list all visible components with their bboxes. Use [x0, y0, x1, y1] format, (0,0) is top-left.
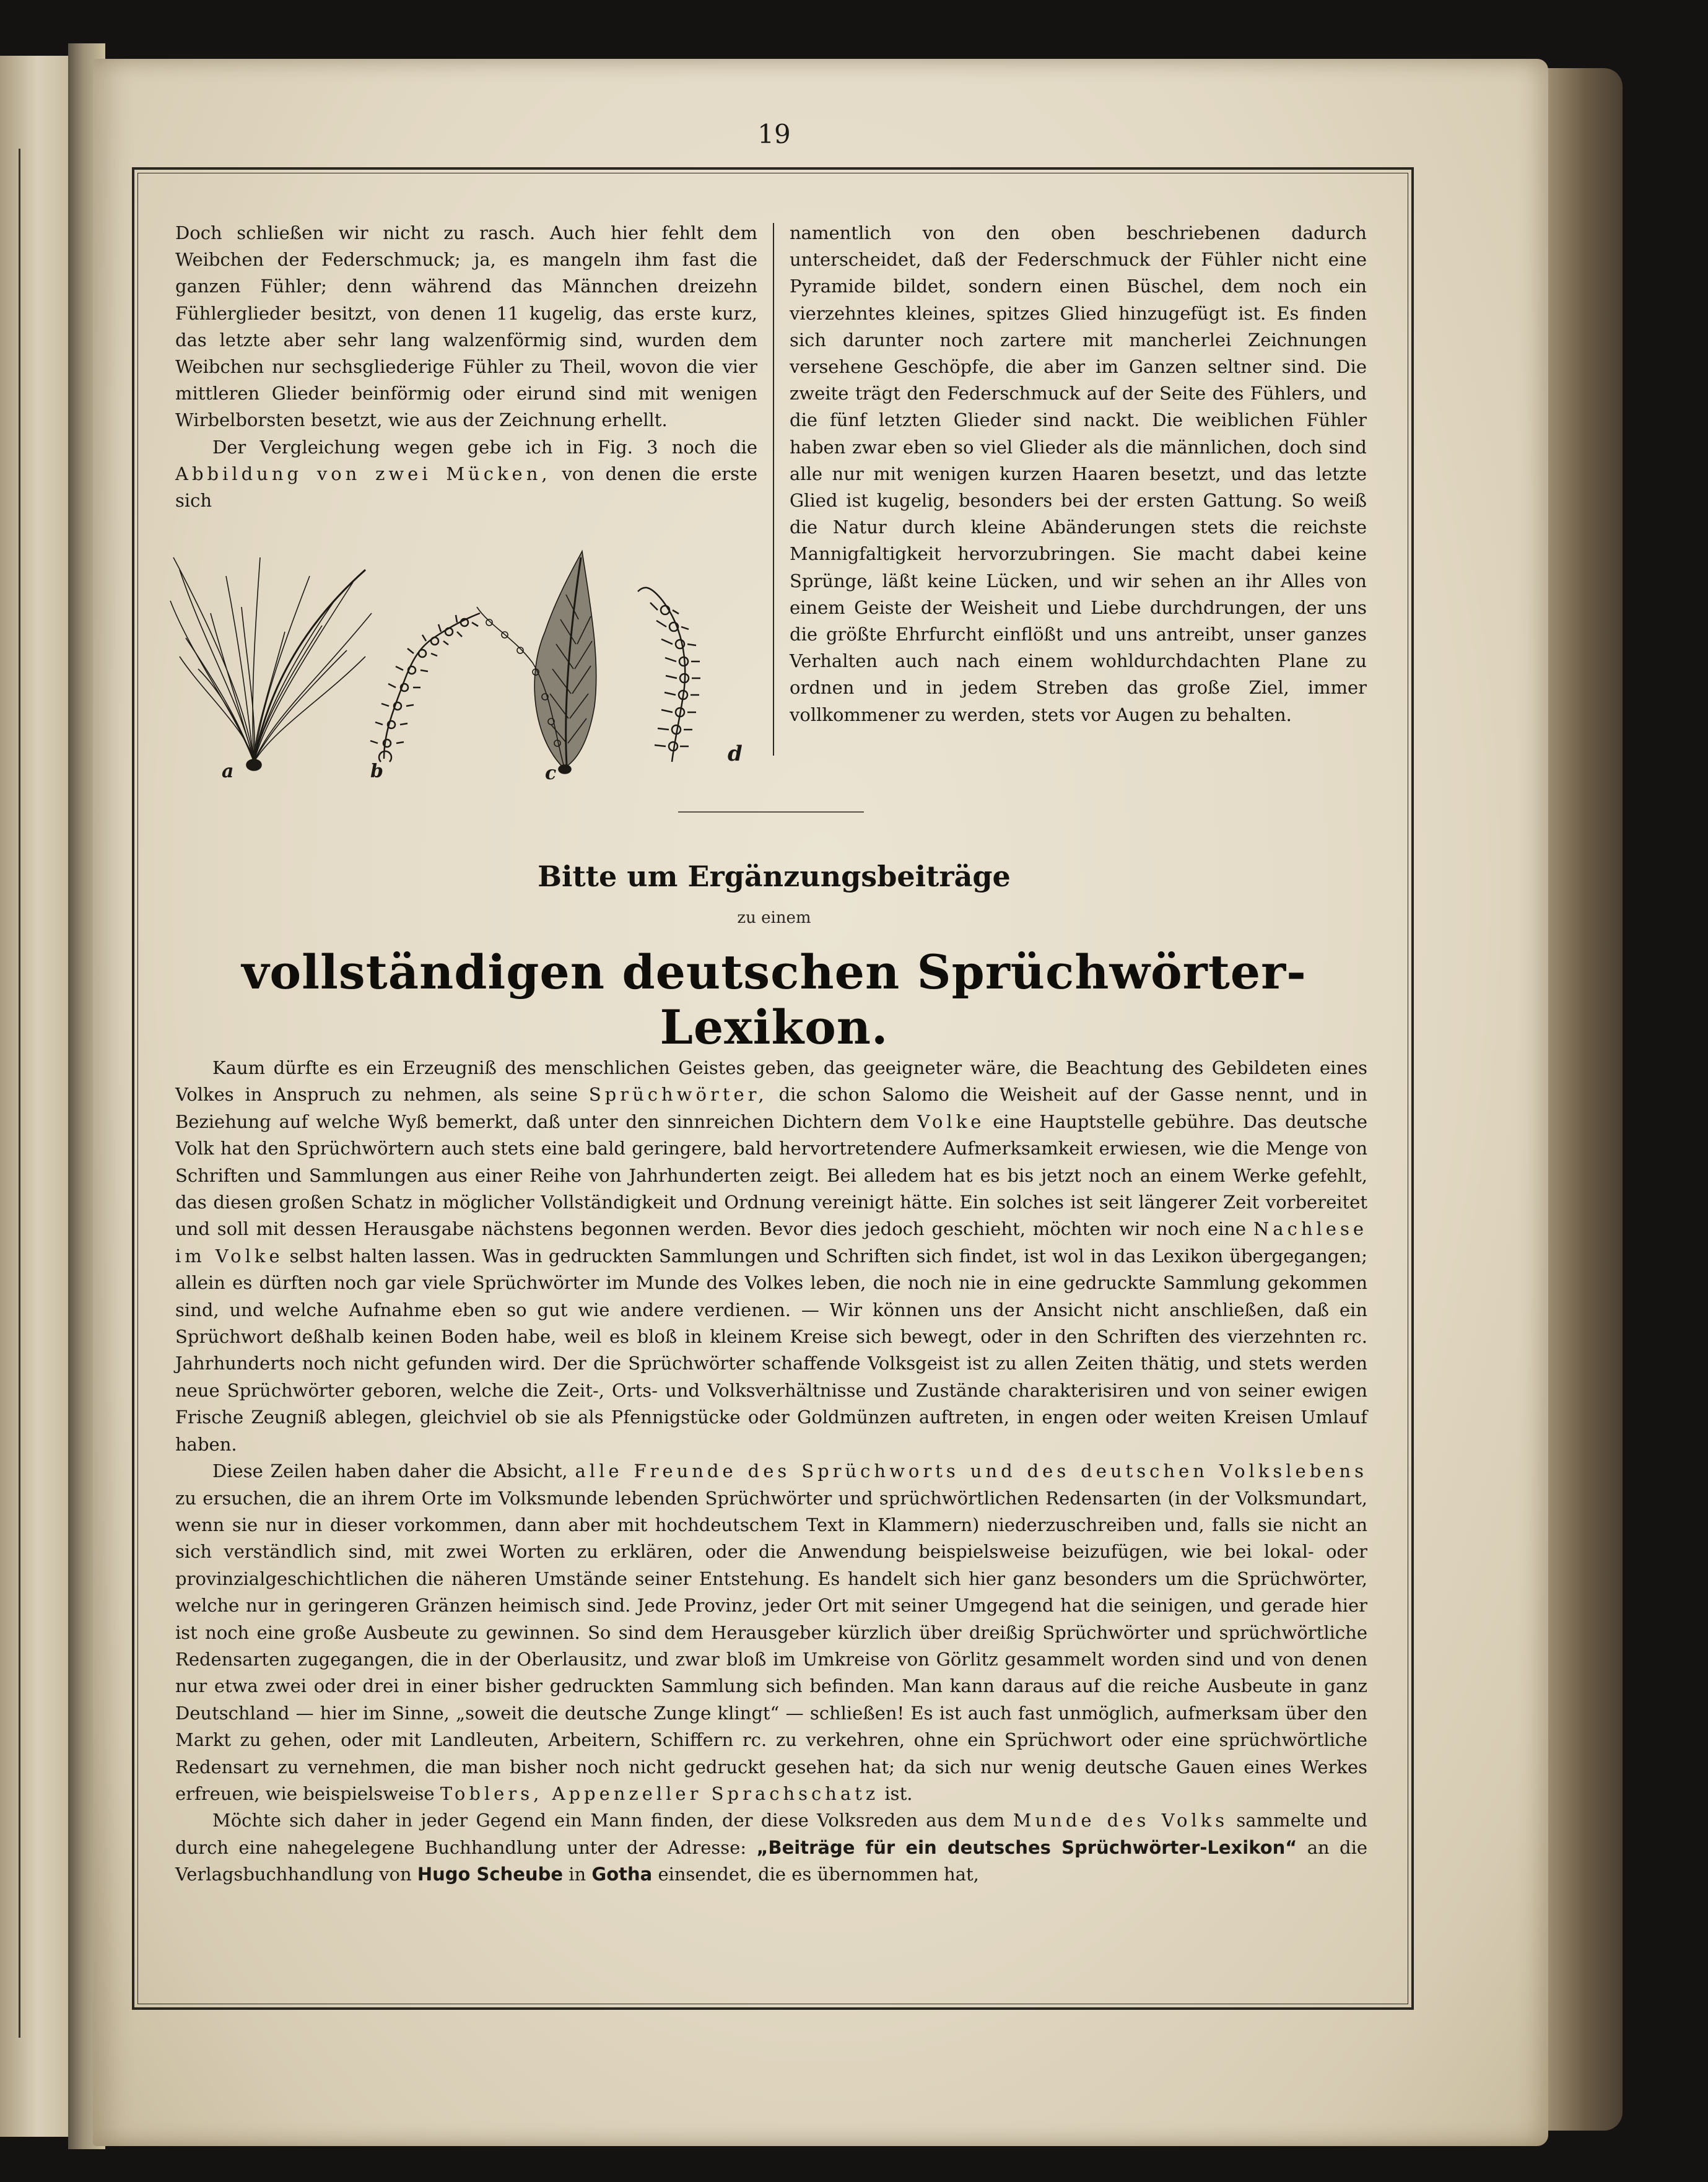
p2-spaced-1: alle Freunde des Sprüchworts und des deutschen Volkslebens: [575, 1460, 1367, 1482]
left-paragraph-2-text: Der Vergleichung wegen gebe ich in Fig. 3 noch die: [212, 436, 757, 458]
antenna-b-drawing: [370, 613, 480, 762]
left-page-rule: [19, 149, 20, 2038]
antennae-figure: [167, 533, 762, 780]
article-heading: Bitte um Ergänzungsbeiträge: [538, 860, 1011, 893]
p2-text-2: zu ersuchen, die an ihrem Orte im Volksmunde lebenden Sprüchwörter und sprüchwörtlichen Redensarten (in der Volksmundart, wenn sie nur in dieser vorkommen, dann aber mit hochdeutschem Text in Klammern) niederzuschreiben und, falls sie nicht an sich verständlich sind, mit zwei Worten zu erklären, oder die Anwendung beispielsweise beizufügen, wie bei lokal- oder provinzialgeschichtlichen die näheren Umstände seiner Entstehung. Es handelt sich hier ganz besonders um die Sprüchwörter, welche nur in geringeren Gränzen heimisch sind. Jede Provinz, jeder Ort mit seiner Umgegend hat die seinigen, und gerade hier ist noch eine große Ausbeute zu gewinnen. So sind dem Herausgeber kürzlich über dreißig Sprüchwörter und sprüchwörtliche Redensarten zugegangen, die in der Oberlausitz, und zwar bloß im Umkreise von Görlitz gesammelt worden sind und von denen nur etwa zwei oder drei in einer bisher gedruckten Sammlung sich befinden. Man kann daraus auf die reiche Ausbeute in ganz Deutschland — hier im Sinne, „soweit die deutsche Zunge klingt“ — schließen! Es ist auch fast unmöglich, aufmerksam über den Markt zu gehen, oder mit Landleuten, Arbeitern, Schiffern rc. zu verkehren, ohne ein Sprüchwort oder eine sprüchwörtliche Redensart zu vernehmen, die man bisher noch nicht gedruckt gesehen hat; da sich nur wenig deutsche Gauen eines Werkes erfreuen, wie beispielsweise: [175, 1487, 1367, 1804]
antenna-a-drawing: [170, 557, 372, 770]
right-column: [790, 220, 1367, 728]
left-paragraph-2-tail: von denen die erste sich: [175, 463, 757, 512]
p3-bold-publisher: Hugo Scheube: [417, 1864, 564, 1885]
page-number: 19: [757, 119, 791, 149]
article-title: vollständigen deutschen Sprüchwörter-Lexikon.: [242, 945, 1307, 1055]
article-paragraph-3: [175, 1807, 1367, 1888]
p1-text-3: eine Hauptstelle gebühre. Das deutsche Volk hat den Sprüchwörtern auch stets eine bald geringere, bald hervortretendere Aufmerksamkeit erwiesen, wie die Menge von Schriften und Sammlungen aus einer Reihe von Jahrhunderten zeigt. Bei alledem hat es bis jetzt noch an einem Werke gefehlt, das diesen großen Schatz in möglicher Vollständigkeit und Ordnung vereinigt hätte. Ein solches ist seit längerer Zeit vorbereitet und soll mit dessen Herausgabe nächstens begonnen werden. Bevor dies jedoch geschieht, möchten wir noch eine: [175, 1111, 1368, 1240]
antenna-d-drawing: [638, 588, 700, 762]
article-subheading: zu einem: [737, 909, 811, 927]
p3-bold-address: „Beiträge für ein deutsches Sprüchwörter-Lexikon“: [756, 1836, 1297, 1858]
antenna-c-drawing: [477, 551, 596, 774]
p3-text-2: sammelte und durch eine nahegelegene Buchhandlung unter der Adresse:: [175, 1810, 1368, 1858]
p3-text-4: in: [569, 1864, 586, 1885]
left-page-edge: [0, 56, 69, 2137]
p3-spaced-1: Munde des Volks: [1013, 1810, 1229, 1831]
left-spaced-phrase: Abbildung von zwei Mücken,: [175, 463, 551, 484]
p3-text-5: einsendet, die es übernommen hat,: [658, 1864, 979, 1885]
p1-spaced-1: Sprüchwörter,: [588, 1084, 768, 1106]
figure-label-b: b: [370, 761, 383, 780]
figure-label-c: c: [545, 762, 557, 780]
p1-text-1: Kaum dürfte es ein Erzeugniß des menschlichen Geistes geben, das geeigneter wäre, die Beachtung des Gebildeten eines Volkes in Anspruch zu nehmen, als seine: [175, 1057, 1367, 1106]
p1-text-2: die schon Salomo die Weisheit auf der Gasse nennt, und in Beziehung auf welche Wyß bemerkt, daß unter den sinnreichen Dichtern dem: [175, 1084, 1368, 1132]
p3-text-3: an die Verlagsbuchhandlung von: [175, 1836, 1368, 1885]
p2-spaced-2: Toblers, Appenzeller Sprachschatz: [440, 1783, 879, 1804]
p1-text-4: selbst halten lassen. Was in gedruckten Sammlungen und Schriften sich findet, ist wol in das Lexikon übergegangen; allein es dürften noch gar viele Sprüchwörter im Munde des Volkes leben, die noch nie in eine gedruckte Sammlung gekommen sind, und welche Aufnahme eben so gut wie andere verdienen. — Wir können uns der Ansicht nicht anschließen, daß ein Sprüchwort deßhalb keinen Boden habe, weil es bloß in kleinem Kreise sich bewegt, oder in den Schriften des vierzehnten rc. Jahrhunderts noch nicht gefunden wird. Der die Sprüchwörter schaffende Volksgeist ist zu allen Zeiten thätig, und stets werden neue Sprüchwörter geboren, welche die Zeit-, Orts- und Volksverhältnisse und Zustände charakterisiren und von seiner ewigen Frische Zeugniß ablegen, gleichviel ob sie als Pfennigstücke oder Goldmünzen auftreten, in engen oder weiten Kreisen Umlauf haben.: [175, 1245, 1368, 1455]
article-paragraph-2: [175, 1458, 1367, 1807]
figure-label-a: a: [222, 761, 234, 780]
left-paragraph-1: Doch schließen wir nicht zu rasch. Auch hier fehlt dem Weibchen der Federschmuck; ja, es mangeln ihm fast die ganzen Fühler; denn während das Männchen dreizehn Fühlerglieder besitzt, von denen 11 kugelig, das erste kurz, das letzte aber sehr lang walzenförmig sind, wurden dem Weibchen nur sechsgliederige Fühler zu Theil, wovon die vier mittleren Glieder beinförmig oder eirund sind mit wenigen Wirbelborsten besetzt, wie aus der Zeichnung erhellt.: [175, 222, 757, 431]
article-body: [175, 1055, 1367, 1888]
p3-text-1: Möchte sich daher in jeder Gegend ein Mann finden, der diese Volksreden aus dem: [212, 1810, 1005, 1831]
right-paragraph: namentlich von den oben beschriebenen dadurch unterscheidet, daß der Federschmuck der Fühler nicht eine Pyramide bildet, sondern einen Büschel, dem noch ein vierzehntes kleines, spitzes Glied hinzugefügt ist. Es finden sich darunter noch zartere mit mancherlei Zeichnungen versehene Geschöpfe, die aber im Ganzen seltner sind. Die zweite trägt den Federschmuck auf der Seite des Fühlers, und die fünf letzten Glieder sind nackt. Die weiblichen Fühler haben zwar eben so viel Glieder als die männlichen, doch sind alle nur mit wenigen kurzen Haaren besetzt, und das letzte Glied ist kugelig, besonders bei der ersten Gattung. So weiß die Natur durch kleine Abänderungen stets die reichste Mannigfaltigkeit hervorzubringen. Sie macht dabei keine Sprünge, läßt keine Lücken, und wir sehen an ihr Alles von einem Geiste der Weisheit und Liebe durchdrungen, der uns die größte Ehrfurcht einflößt und uns antreibt, unser ganzes Verhalten auch nach einem wohldurchdachten Plane zu ordnen und in jedem Streben das große Ziel, immer vollkommener zu werden, stets vor Augen zu behalten.: [790, 222, 1367, 725]
article-paragraph-1: [175, 1055, 1367, 1458]
column-divider: [773, 223, 774, 756]
p2-text-1: Diese Zeilen haben daher die Absicht,: [212, 1460, 568, 1482]
left-column: [175, 220, 757, 514]
left-paragraph-2: [175, 434, 757, 515]
p1-spaced-3: Nachlese im Volke: [175, 1218, 1367, 1267]
p3-bold-city: Gotha: [591, 1864, 653, 1885]
p2-text-3: ist.: [884, 1783, 913, 1804]
p1-spaced-2: Volke: [917, 1111, 985, 1132]
section-separator: [678, 811, 864, 813]
figure-label-d: d: [728, 741, 743, 766]
